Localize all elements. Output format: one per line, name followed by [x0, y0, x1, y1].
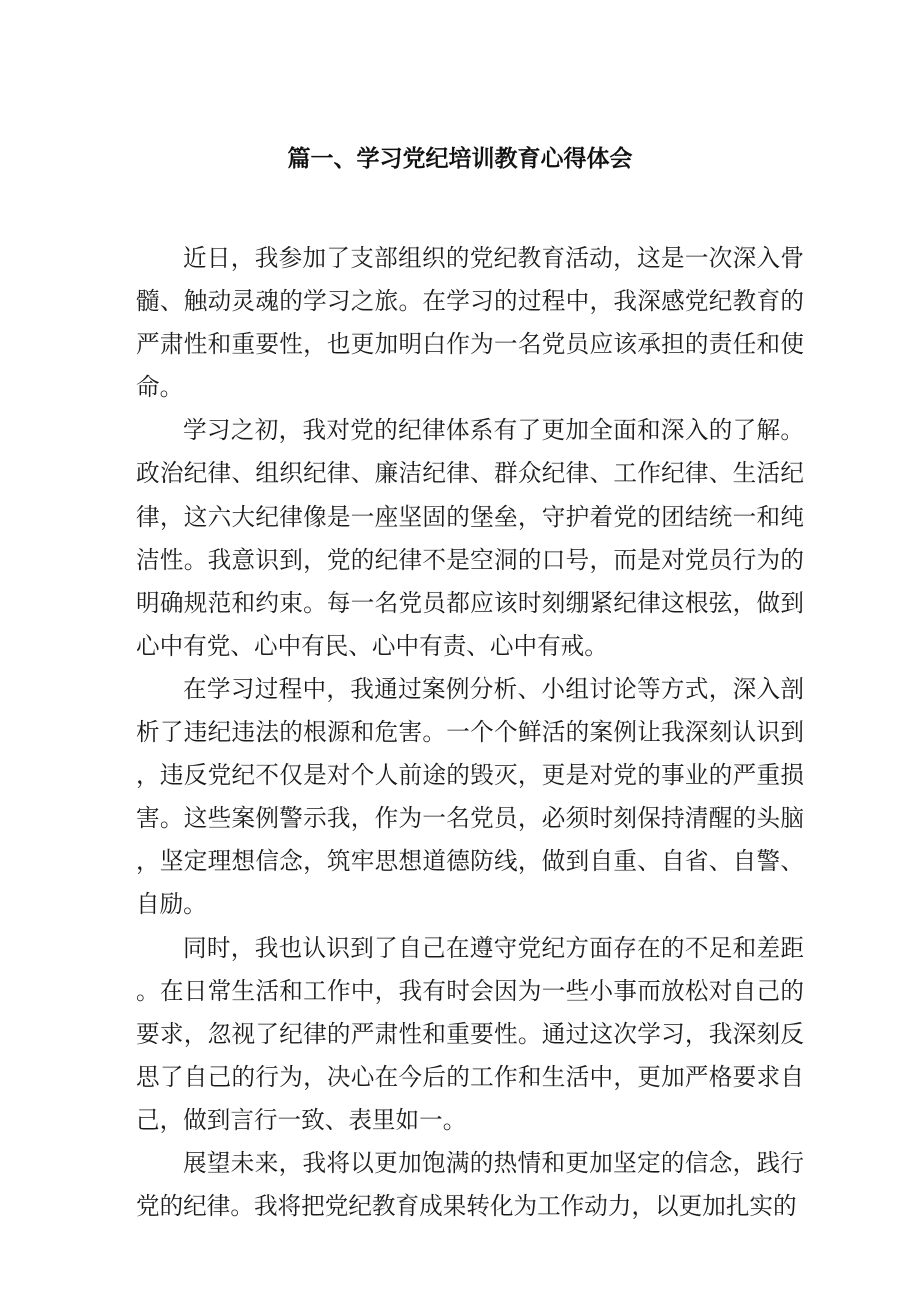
document-body: [136, 237, 804, 1228]
paragraph: 近日，我参加了支部组织的党纪教育活动，这是一次深入骨髓、触动灵魂的学习之旅。在学习的过程中，我深感党纪教育的严肃性和重要性，也更加明白作为一名党员应该承担的责任和使命。: [136, 244, 804, 402]
paragraph: 展望未来，我将以更加饱满的热情和更加坚定的信念，践行党的纪律。我将把党纪教育成果转化为工作动力，以更加扎实的: [136, 1148, 804, 1221]
paragraph: 学习之初，我对党的纪律体系有了更加全面和深入的了解。政治纪律、组织纪律、廉洁纪律、群众纪律、工作纪律、生活纪律，这六大纪律像是一座坚固的堡垒，守护着党的团结统一和纯洁性。我意识到，党的纪律不是空洞的口号，而是对党员行为的明确规范和约束。每一名党员都应该时刻绷紧纪律这根弦，做到心中有党、心中有民、心中有责、心中有戒。: [136, 416, 804, 660]
document-title: 篇一、学习党纪培训教育心得体会: [287, 146, 633, 172]
paragraph: 在学习过程中，我通过案例分析、小组讨论等方式，深入剖析了违纪违法的根源和危害。一个个鲜活的案例让我深刻认识到，违反党纪不仅是对个人前途的毁灭，更是对党的事业的严重损害。这些案例警示我，作为一名党员，必须时刻保持清醒的头脑，坚定理想信念，筑牢思想道德防线，做到自重、自省、自警、自励。: [136, 674, 804, 919]
paragraph: 同时，我也认识到了自己在遵守党纪方面存在的不足和差距。在日常生活和工作中，我有时会因为一些小事而放松对自己的要求，忽视了纪律的严肃性和重要性。通过这次学习，我深刻反思了自己的行为，决心在今后的工作和生活中，更加严格要求自己，做到言行一致、表里如一。: [136, 933, 804, 1134]
